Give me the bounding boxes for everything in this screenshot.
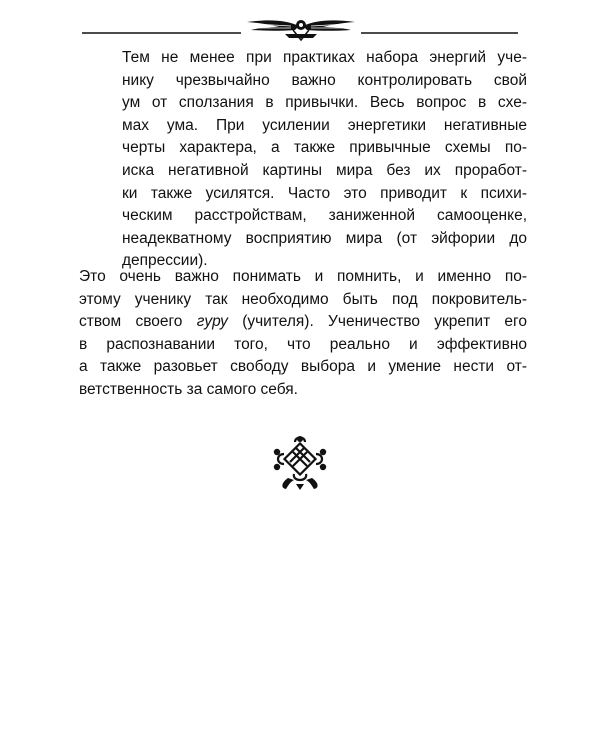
endless-knot-icon (268, 434, 332, 492)
quote-line: иска негативной картины мира без их проработ- (122, 161, 527, 179)
paragraph-line (79, 311, 527, 334)
quote-line: ки также усилятся. Часто это приводит к психи- (122, 184, 527, 202)
winged-disk-icon (241, 12, 361, 42)
paragraph-line: а также разовьет свободу выбора и умение нести от- (79, 358, 527, 376)
quote-line: нику чрезвычайно важно контролировать свой (122, 71, 527, 89)
quote-line: ум от сползания в привычки. Весь вопрос в схе- (122, 94, 527, 112)
quote-line: неадекватному восприятию мира (от эйфории до (122, 229, 527, 247)
body-paragraph (79, 266, 527, 402)
paragraph-text: ством своего (79, 313, 197, 331)
quote-line: ческим расстройствам, заниженной самооценке, (122, 207, 527, 225)
paragraph-line: этому ученику так необходимо быть под покровитель- (79, 290, 527, 308)
paragraph-line: Это очень важно понимать и помнить, и именно по- (79, 268, 527, 285)
quote-line: мах ума. При усилении энергетики негативные (122, 116, 527, 134)
quote-block (122, 47, 527, 273)
paragraph-line: в распознавании того, что реально и эффективно (79, 335, 527, 353)
quote-line: депрессии). (122, 252, 208, 270)
quote-line: Тем не менее при практиках набора энергий уче- (122, 49, 527, 66)
quote-line: черты характера, а также привычные схемы по- (122, 139, 527, 157)
paragraph-line: ветственность за самого себя. (79, 380, 298, 398)
paragraph-text: (учителя). Ученичество укрепит его (227, 313, 527, 331)
guru-term: гуру (196, 313, 228, 331)
